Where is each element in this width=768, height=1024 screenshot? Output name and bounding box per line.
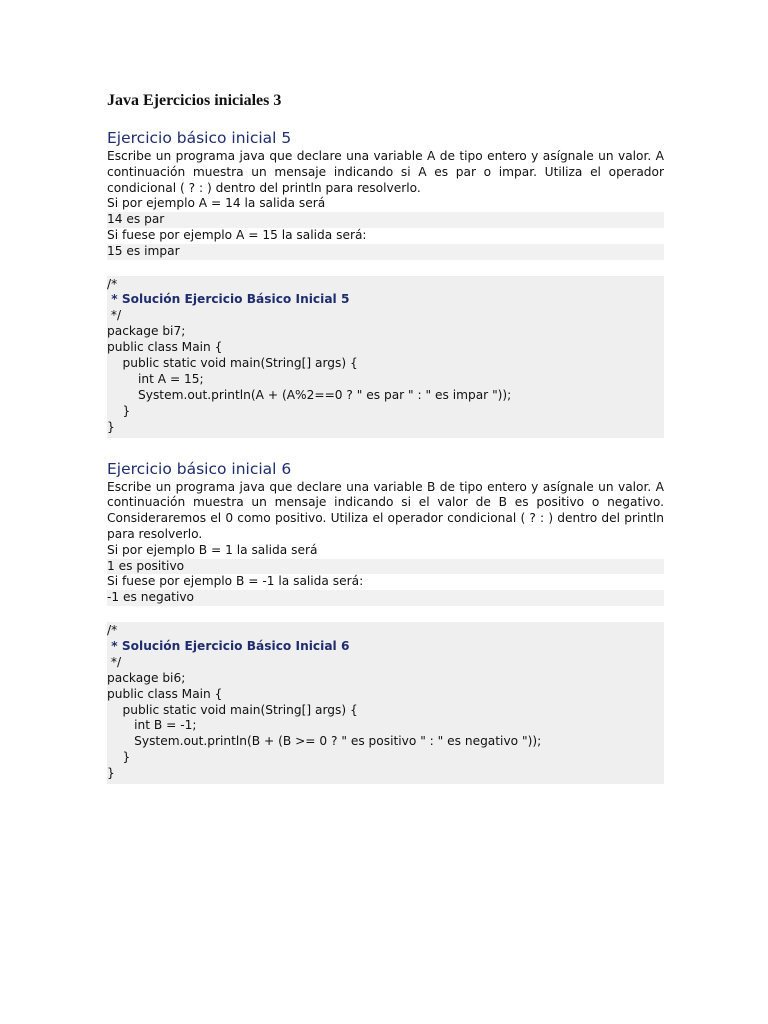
code-comment-close: */: [107, 654, 122, 669]
code-line: int B = -1;: [107, 718, 197, 733]
document-title: Java Ejercicios iniciales 3: [107, 92, 282, 109]
code-line: int A = 15;: [107, 372, 204, 387]
example-label: Si por ejemplo B = 1 la salida será: [107, 542, 318, 557]
code-comment-open: /*: [107, 623, 118, 638]
code-line: public class Main {: [107, 686, 223, 701]
code-line: }: [107, 766, 115, 781]
exercise-section-6: [107, 458, 664, 784]
example-label: Si por ejemplo A = 14 la salida será: [107, 196, 326, 211]
code-block: [107, 276, 664, 438]
code-line: }: [107, 750, 131, 765]
code-line: package bi7;: [107, 324, 186, 339]
code-block: [107, 622, 664, 784]
code-line: System.out.println(B + (B >= 0 ? " es positivo " : " es negativo "));: [107, 734, 542, 749]
code-line: public static void main(String[] args) {: [107, 356, 358, 371]
code-comment-open: /*: [107, 276, 118, 291]
code-line: package bi6;: [107, 670, 186, 685]
document-page: [107, 90, 664, 784]
example-label: Si fuese por ejemplo B = -1 la salida será:: [107, 574, 364, 589]
code-line: }: [107, 419, 115, 434]
code-comment-close: */: [107, 308, 122, 323]
example-output: -1 es negativo: [107, 590, 664, 606]
code-line: System.out.println(A + (A%2==0 ? " es par " : " es impar "));: [107, 387, 512, 402]
exercise-description: Escribe un programa java que declare una variable A de tipo entero y asígnale un valor. A continuación muestra un mensaje indicando si A es par o impar. Utiliza el operador condicional ( ? : ) dentro del println para resolverlo.: [107, 149, 664, 195]
example-output: 15 es impar: [107, 244, 664, 260]
code-line: public static void main(String[] args) {: [107, 702, 358, 717]
code-comment-text: * Solución Ejercicio Básico Inicial 6: [107, 638, 350, 653]
exercise-heading: Ejercicio básico inicial 6: [107, 459, 292, 478]
code-line: public class Main {: [107, 340, 223, 355]
example-output: 14 es par: [107, 212, 664, 228]
code-comment-text: * Solución Ejercicio Básico Inicial 5: [107, 292, 350, 307]
exercise-description: Escribe un programa java que declare una variable B de tipo entero y asígnale un valor. A continuación muestra un mensaje indicando si el valor de B es positivo o negativo. Consideraremos el 0 como positivo. Utiliza el operador condicional ( ? : ) dentro del println para resolverlo.: [107, 479, 664, 542]
example-output: 1 es positivo: [107, 559, 664, 575]
example-label: Si fuese por ejemplo A = 15 la salida será:: [107, 227, 367, 242]
exercise-section-5: [107, 127, 664, 438]
exercise-heading: Ejercicio básico inicial 5: [107, 129, 292, 147]
code-line: }: [107, 403, 131, 418]
